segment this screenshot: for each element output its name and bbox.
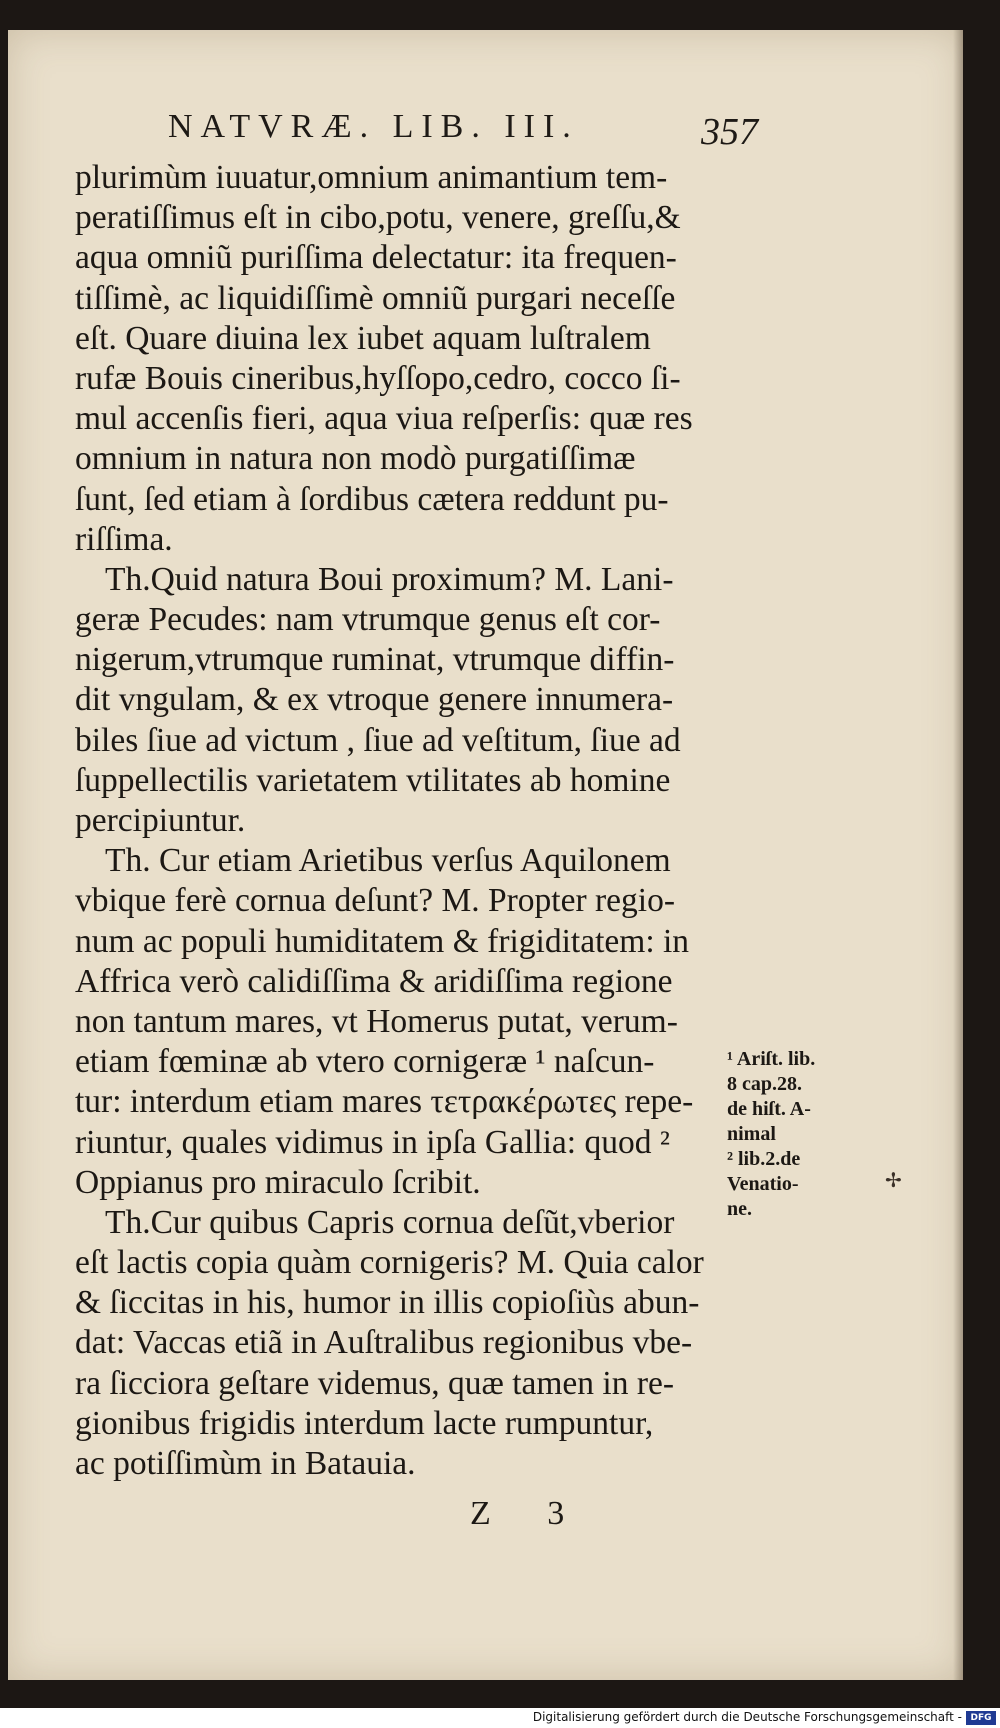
- text-line: eſt. Quare diuina lex iubet aquam luſtralem: [75, 319, 651, 357]
- margin-note-line: ¹ Ariſt. lib.: [727, 1048, 816, 1070]
- margin-note-line: ² lib.2.de: [727, 1148, 801, 1170]
- dfg-logo-icon: DFG: [966, 1711, 996, 1725]
- margin-note-line: Venatio-: [727, 1173, 799, 1195]
- text-line: dit vngulam, & ex vtroque genere innumera-: [75, 681, 674, 719]
- margin-note-line: nimal: [727, 1123, 776, 1145]
- running-head-title: NATVRÆ. LIB. III.: [168, 108, 579, 145]
- text-line: aqua omniũ puriſſima delectatur: ita frequen-: [75, 239, 677, 277]
- text-line: rufæ Bouis cineribus,hyſſopo,cedro, cocco ſi-: [75, 359, 681, 397]
- text-line: ſunt, ſed etiam à ſordibus cætera reddunt pu-: [75, 480, 669, 518]
- text-line: non tantum mares, vt Homerus putat, verum-: [75, 1002, 678, 1040]
- text-line: eſt lactis copia quàm cornigeris? M. Quia calor: [75, 1244, 704, 1282]
- margin-note-line: 8 cap.28.: [727, 1073, 802, 1095]
- paragraph-start-line: Th. Cur etiam Arietibus verſus Aquilonem: [105, 842, 671, 880]
- text-line: ra ſicciora geſtare videmus, quæ tamen in re-: [75, 1364, 675, 1402]
- text-line: tur: interdum etiam mares τετρακέρωτες repe-: [75, 1083, 694, 1121]
- text-line: vbique ferè cornua deſunt? M. Propter regio-: [75, 882, 675, 920]
- text-line: percipiuntur.: [75, 802, 246, 839]
- text-line: gionibus frigidis interdum lacte rumpuntur,: [75, 1404, 654, 1442]
- running-head: [168, 108, 758, 158]
- footer-bar: [0, 1708, 1000, 1728]
- signature-mark: Z 3: [470, 1495, 589, 1532]
- funding-credit: Digitalisierung gefördert durch die Deutsche Forschungsgemeinschaft -: [532, 1710, 962, 1724]
- paragraph-start-line: Th.Cur quibus Capris cornua deſũt,vberior: [105, 1203, 675, 1241]
- text-line: Oppianus pro miraculo ſcribit.: [75, 1163, 481, 1201]
- paragraph-start-line: Th.Quid natura Boui proximum? M. Lani-: [105, 560, 674, 598]
- margin-note-line: de hiſt. A-: [727, 1098, 811, 1120]
- text-line: plurimùm iuuatur,omnium animantium tem-: [75, 159, 668, 196]
- text-line: riſſima.: [75, 520, 173, 558]
- text-line: riuntur, quales vidimus in ipſa Gallia: quod ²: [75, 1123, 670, 1161]
- text-line: ſuppellectilis varietatem vtilitates ab homine: [75, 761, 671, 799]
- text-line: geræ Pecudes: nam vtrumque genus eſt cor-: [75, 601, 661, 639]
- margin-note-line: ne.: [727, 1198, 752, 1220]
- text-line: tiſſimè, ac liquidiſſimè omniũ purgari neceſſe: [75, 279, 676, 317]
- marginal-notes: [727, 1047, 862, 1222]
- text-line: num ac populi humiditatem & frigiditatem: in: [75, 922, 690, 960]
- text-line: dat: Vaccas etiã in Auſtralibus regionibus vbe-: [75, 1324, 693, 1362]
- page-edge-shadow: [953, 30, 963, 1680]
- text-line: biles ſiue ad victum , ſiue ad veſtitum, ſiue ad: [75, 721, 681, 759]
- text-line: peratiſſimus eſt in cibo,potu, venere, greſſu,&: [75, 199, 681, 237]
- margin-ornament-icon: ✢: [885, 1168, 902, 1192]
- text-line: mul accenſis fieri, aqua viua reſperſis: quæ res: [75, 400, 693, 438]
- text-line: & ſiccitas in his, humor in illis copioſiùs abun-: [75, 1284, 700, 1322]
- text-line: ac potiſſimùm in Batauia.: [75, 1445, 416, 1482]
- text-line: etiam fœminæ ab vtero cornigeræ ¹ naſcun-: [75, 1043, 655, 1081]
- text-line: omnium in natura non modò purgatiſſimæ: [75, 440, 636, 478]
- text-line: nigerum,vtrumque ruminat, vtrumque diffin-: [75, 641, 675, 679]
- body-text: [75, 158, 725, 1484]
- text-line: Affrica verò calidiſſima & aridiſſima regione: [75, 962, 673, 1000]
- page-number: 357: [701, 111, 758, 153]
